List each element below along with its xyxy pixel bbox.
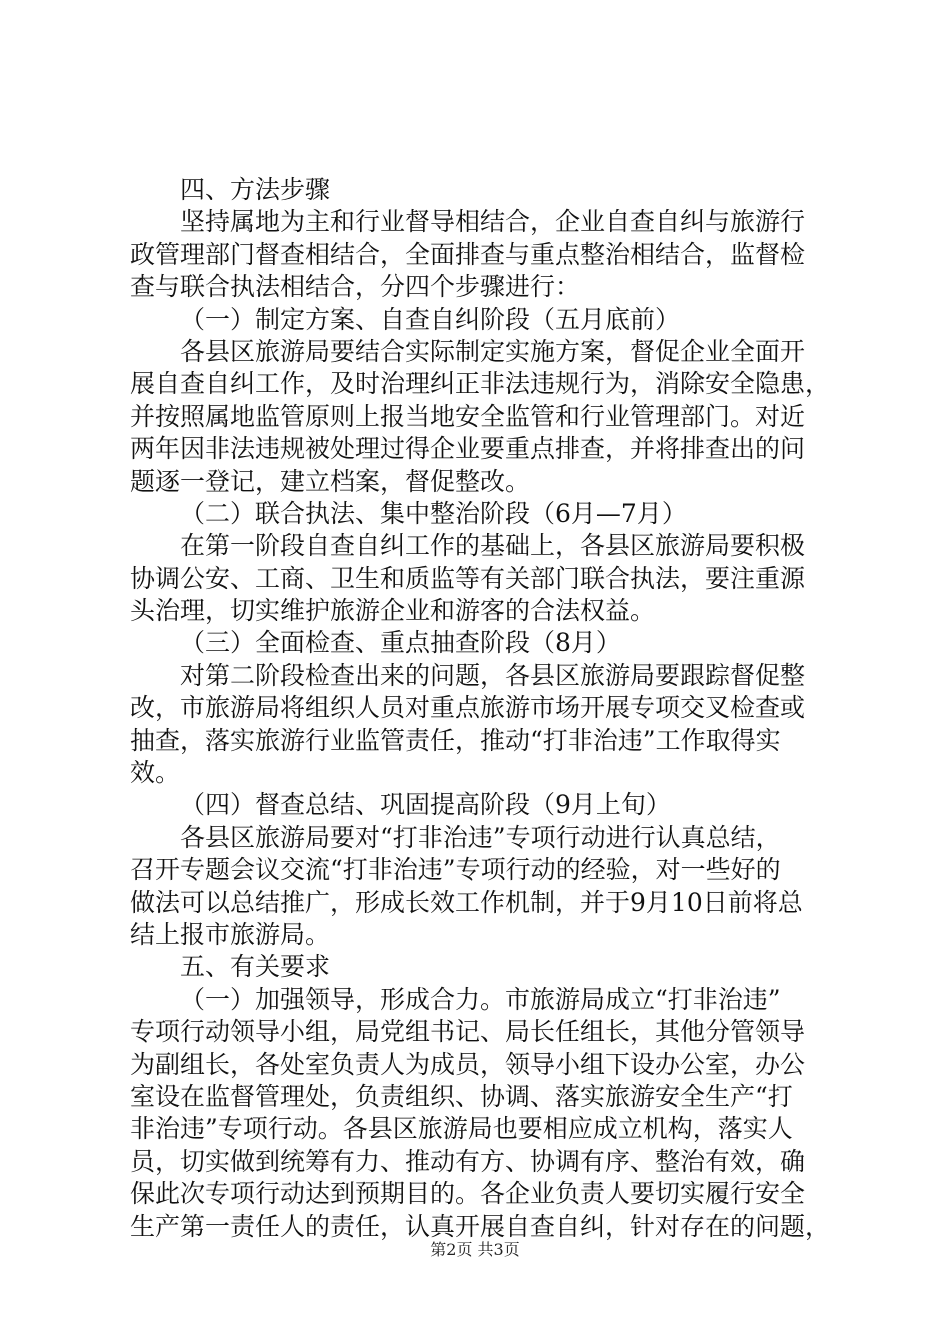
paragraph-line: 做法可以总结推广，形成长效工作机制，并于9月10日前将总 bbox=[130, 887, 803, 917]
subsection-heading: （三）全面检查、重点抽查阶段（8月） bbox=[180, 628, 621, 658]
paragraph-line: 室设在监督管理处，负责组织、协调、落实旅游安全生产“打 bbox=[130, 1081, 793, 1111]
paragraph-line: 改，市旅游局将组织人员对重点旅游市场开展专项交叉检查或 bbox=[130, 693, 806, 723]
paragraph-line: 展自查自纠工作，及时治理纠正非法违规行为，消除安全隐患， bbox=[130, 369, 831, 399]
paragraph-line: 非治违”专项行动。各县区旅游局也要相应成立机构，落实人 bbox=[130, 1114, 793, 1144]
paragraph-line: 员，切实做到统筹有力、推动有方、协调有序、整治有效，确 bbox=[130, 1146, 806, 1176]
page-footer bbox=[0, 1240, 950, 1260]
paragraph-line: 抽查，落实旅游行业监管责任，推动“打非治违”工作取得实 bbox=[130, 725, 781, 755]
page-number-label: 第2页 共3页 bbox=[430, 1240, 520, 1259]
subsection-heading: （一）制定方案、自查自纠阶段（五月底前） bbox=[180, 304, 681, 334]
paragraph-line: 生产第一责任人的责任，认真开展自查自纠，针对存在的问题， bbox=[130, 1211, 831, 1241]
paragraph-line: 结上报市旅游局。 bbox=[130, 919, 331, 949]
paragraph-line: 两年因非法违规被处理过得企业要重点排查，并将排查出的问 bbox=[130, 434, 806, 464]
paragraph-line: 政管理部门督查相结合，全面排查与重点整治相结合，监督检 bbox=[130, 239, 806, 269]
subsection-heading: （二）联合执法、集中整治阶段（6月—7月） bbox=[180, 498, 687, 528]
subsection-heading: （四）督查总结、巩固提高阶段（9月上旬） bbox=[180, 790, 671, 820]
paragraph-line: 查与联合执法相结合，分四个步骤进行： bbox=[130, 272, 581, 302]
paragraph-line: 坚持属地为主和行业督导相结合，企业自查自纠与旅游行 bbox=[180, 207, 806, 237]
section-heading-requirements: 五、有关要求 bbox=[180, 952, 331, 982]
paragraph-line: 各县区旅游局要对“打非治违”专项行动进行认真总结， bbox=[180, 822, 781, 852]
paragraph-line: 并按照属地监管原则上报当地安全监管和行业管理部门。对近 bbox=[130, 401, 806, 431]
document-body bbox=[130, 174, 830, 1243]
section-heading-methods: 四、方法步骤 bbox=[180, 175, 331, 204]
paragraph-line: 召开专题会议交流“打非治违”专项行动的经验，对一些好的 bbox=[130, 855, 781, 885]
paragraph-line: 在第一阶段自查自纠工作的基础上，各县区旅游局要积极 bbox=[180, 531, 806, 561]
paragraph-line: （一）加强领导，形成合力。市旅游局成立“打非治违” bbox=[180, 984, 781, 1014]
paragraph-line: 为副组长，各处室负责人为成员，领导小组下设办公室，办公 bbox=[130, 1049, 806, 1079]
paragraph-line: 头治理，切实维护旅游企业和游客的合法权益。 bbox=[130, 596, 656, 626]
paragraph-line: 效。 bbox=[130, 758, 181, 788]
paragraph-line: 题逐一登记，建立档案，督促整改。 bbox=[130, 466, 531, 496]
paragraph-line: 对第二阶段检查出来的问题，各县区旅游局要跟踪督促整 bbox=[180, 660, 806, 690]
paragraph-line: 保此次专项行动达到预期目的。各企业负责人要切实履行安全 bbox=[130, 1179, 806, 1209]
paragraph-line: 专项行动领导小组，局党组书记、局长任组长，其他分管领导 bbox=[130, 1017, 806, 1047]
paragraph-line: 协调公安、工商、卫生和质监等有关部门联合执法，要注重源 bbox=[130, 563, 806, 593]
paragraph-line: 各县区旅游局要结合实际制定实施方案，督促企业全面开 bbox=[180, 336, 806, 366]
